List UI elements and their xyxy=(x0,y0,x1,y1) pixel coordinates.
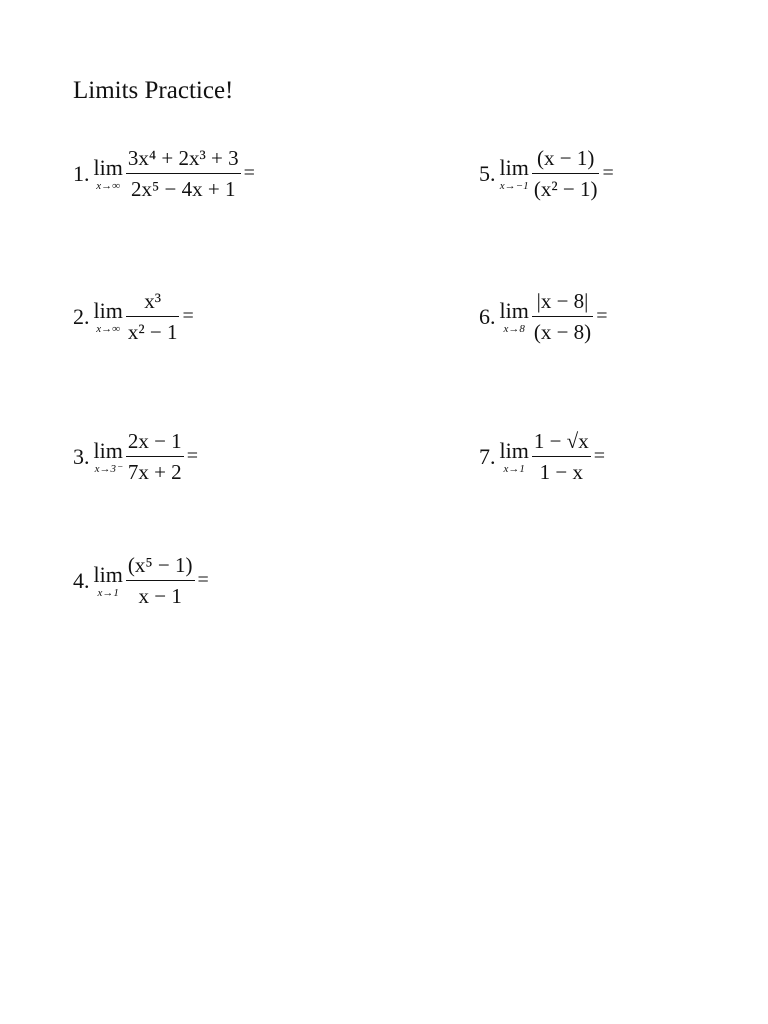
limit-subscript: x→1 xyxy=(503,462,525,475)
problem-5 xyxy=(479,143,614,204)
problem-number: 1. xyxy=(73,160,90,186)
denominator: 2x⁵ − 4x + 1 xyxy=(130,177,236,201)
numerator: 2x − 1 xyxy=(127,429,182,453)
denominator: 1 − x xyxy=(539,460,583,484)
limit-subscript: x→∞ xyxy=(96,322,121,335)
limit-subscript: x→−1 xyxy=(499,179,529,192)
equals-sign: = xyxy=(602,162,614,184)
numerator: 1 − √x xyxy=(533,429,589,453)
limit-operator xyxy=(500,156,529,192)
limit-subscript: x→∞ xyxy=(96,179,121,192)
denominator: 7x + 2 xyxy=(127,460,182,484)
numerator: 3x⁴ + 2x³ + 3 xyxy=(127,146,239,170)
denominator: (x² − 1) xyxy=(533,177,598,201)
numerator: (x − 1) xyxy=(536,146,595,170)
problem-3 xyxy=(73,426,198,487)
fraction xyxy=(126,143,241,204)
lim-word: lim xyxy=(93,154,123,180)
lim-word: lim xyxy=(93,437,123,463)
fraction xyxy=(126,426,184,487)
numerator: (x⁵ − 1) xyxy=(127,553,193,577)
equals-sign: = xyxy=(182,305,194,327)
denominator: x − 1 xyxy=(138,584,182,608)
denominator: (x − 8) xyxy=(533,320,592,344)
limit-operator xyxy=(94,563,123,599)
limit-operator xyxy=(500,299,529,335)
lim-word: lim xyxy=(499,297,529,323)
limit-subscript: x→3⁻ xyxy=(94,462,122,475)
equals-sign: = xyxy=(243,162,255,184)
fraction xyxy=(532,286,593,347)
problem-number: 6. xyxy=(479,303,496,329)
equals-sign: = xyxy=(596,305,608,327)
problem-4 xyxy=(73,550,209,611)
limit-subscript: x→1 xyxy=(97,586,119,599)
problem-2 xyxy=(73,286,194,347)
lim-word: lim xyxy=(499,437,529,463)
fraction xyxy=(532,143,600,204)
problem-number: 4. xyxy=(73,567,90,593)
lim-word: lim xyxy=(93,561,123,587)
numerator: |x − 8| xyxy=(536,289,589,313)
problem-number: 2. xyxy=(73,303,90,329)
limit-operator xyxy=(94,299,123,335)
page-title: Limits Practice! xyxy=(73,77,234,104)
problem-1 xyxy=(73,143,255,204)
numerator: x³ xyxy=(144,289,162,313)
problem-number: 7. xyxy=(479,443,496,469)
limit-operator xyxy=(500,439,529,475)
equals-sign: = xyxy=(593,445,605,467)
denominator: x² − 1 xyxy=(127,320,178,344)
problem-number: 3. xyxy=(73,443,90,469)
problem-7 xyxy=(479,426,605,487)
limit-operator xyxy=(94,439,123,475)
problem-number: 5. xyxy=(479,160,496,186)
equals-sign: = xyxy=(197,569,209,591)
limit-subscript: x→8 xyxy=(503,322,525,335)
limit-operator xyxy=(94,156,123,192)
equals-sign: = xyxy=(186,445,198,467)
fraction xyxy=(532,426,591,487)
problem-6 xyxy=(479,286,607,347)
lim-word: lim xyxy=(93,297,123,323)
lim-word: lim xyxy=(499,154,529,180)
fraction xyxy=(126,550,195,611)
fraction xyxy=(126,286,180,347)
